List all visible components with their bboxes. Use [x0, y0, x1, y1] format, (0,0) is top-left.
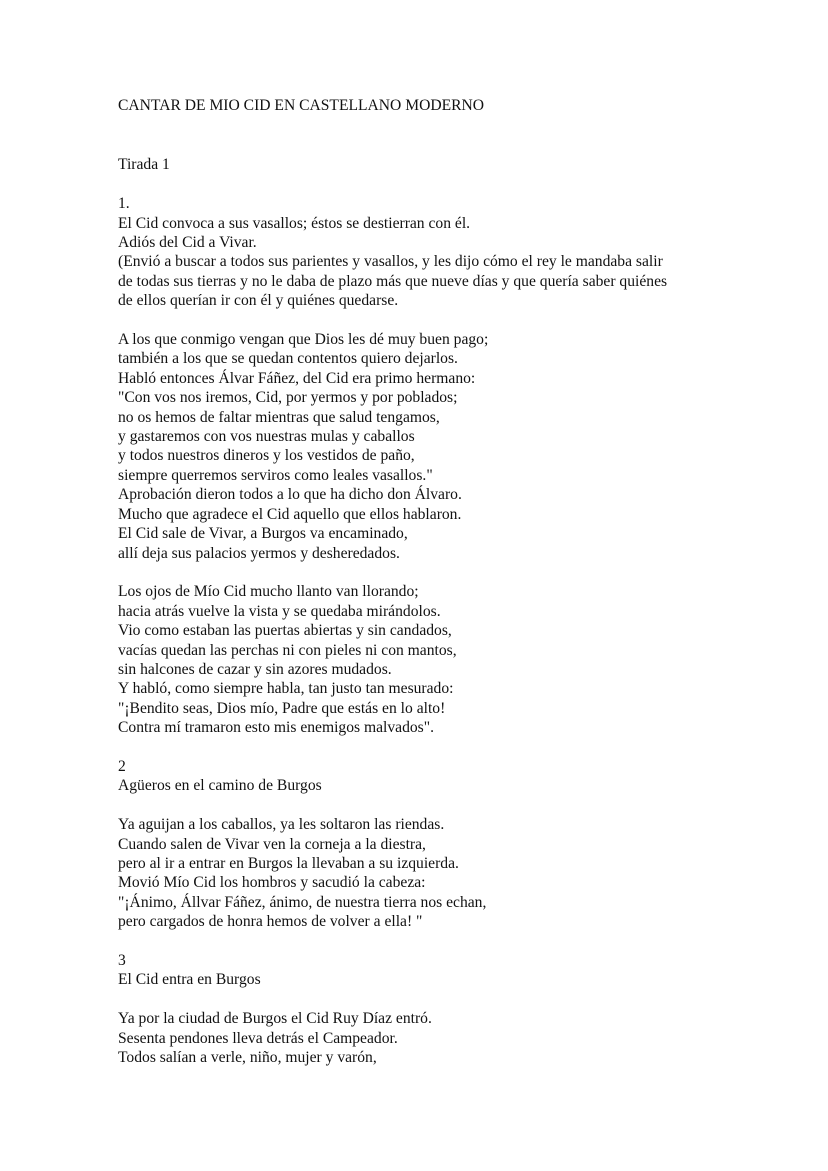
section-number: 3 [118, 951, 126, 969]
verse-line: Los ojos de Mío Cid mucho llanto van llorando; [118, 583, 419, 601]
section-3 [118, 951, 738, 1067]
verse-line: "¡Ánimo, Állvar Fáñez, ánimo, de nuestra tierra nos echan, [118, 893, 487, 911]
verse-line: Y habló, como siempre habla, tan justo tan mesurado: [118, 680, 454, 698]
verse-line: "¡Bendito seas, Dios mío, Padre que estás en lo alto! [118, 699, 446, 717]
verse-line: "Con vos nos iremos, Cid, por yermos y por poblados; [118, 389, 458, 407]
document-title: CANTAR DE MIO CID EN CASTELLANO MODERNO [118, 97, 485, 114]
verse-line: Aprobación dieron todos a lo que ha dicho don Álvaro. [118, 486, 462, 504]
verse-line: y gastaremos con vos nuestras mulas y caballos [118, 428, 415, 446]
spacer [118, 990, 738, 1009]
section-heading-line: de ellos querían ir con él y quiénes quedarse. [118, 292, 399, 310]
verse-line: Sesenta pendones lleva detrás el Campeador. [118, 1029, 398, 1047]
section-heading-line: El Cid entra en Burgos [118, 971, 261, 989]
spacer [118, 932, 738, 951]
section-heading-line: Adiós del Cid a Vivar. [118, 234, 257, 252]
section-heading-line: de todas sus tierras y no le daba de plazo más que nueve días y que quería saber quiénes [118, 272, 668, 290]
verse-line: pero cargados de honra hemos de volver a ella! " [118, 913, 423, 931]
stanza [118, 815, 738, 931]
stanza [118, 1009, 738, 1067]
spacer [118, 738, 738, 757]
section-1 [118, 194, 738, 737]
section-2 [118, 757, 738, 932]
section-heading-line: (Envió a buscar a todos sus parientes y vasallos, y les dijo cómo el rey le mandaba salir [118, 253, 663, 271]
stanza [118, 330, 738, 563]
section-heading-line: Agüeros en el camino de Burgos [118, 777, 322, 795]
verse-line: no os hemos de faltar mientras que salud tengamos, [118, 408, 440, 426]
document-page [118, 96, 738, 1067]
verse-line: también a los que se quedan contentos quiero dejarlos. [118, 350, 458, 368]
verse-line: Vio como estaban las puertas abiertas y sin candados, [118, 622, 452, 640]
verse-line: Ya por la ciudad de Burgos el Cid Ruy Díaz entró. [118, 1010, 432, 1028]
spacer [118, 175, 738, 194]
verse-line: pero al ir a entrar en Burgos la llevaban a su izquierda. [118, 854, 459, 872]
verse-line: hacia atrás vuelve la vista y se quedaba mirándolos. [118, 602, 441, 620]
verse-line: Todos salían a verle, niño, mujer y varón, [118, 1048, 377, 1066]
verse-line: Ya aguijan a los caballos, ya les soltaron las riendas. [118, 816, 445, 834]
stanza [118, 582, 738, 737]
verse-line: vacías quedan las perchas ni con pieles ni con mantos, [118, 641, 457, 659]
verse-line: y todos nuestros dineros y los vestidos de paño, [118, 447, 415, 465]
section-number: 1. [118, 195, 130, 213]
verse-line: Movió Mío Cid los hombros y sacudió la cabeza: [118, 874, 426, 892]
spacer [118, 563, 738, 582]
section-number: 2 [118, 757, 126, 775]
spacer [118, 115, 738, 155]
verse-line: siempre querremos serviros como leales vasallos." [118, 466, 433, 484]
tirada-heading: Tirada 1 [118, 156, 170, 174]
verse-line: El Cid sale de Vivar, a Burgos va encaminado, [118, 525, 408, 543]
verse-line: allí deja sus palacios yermos y desheredados. [118, 544, 400, 562]
verse-line: A los que conmigo vengan que Dios les dé muy buen pago; [118, 331, 489, 349]
verse-line: Mucho que agradece el Cid aquello que ellos hablaron. [118, 505, 462, 523]
spacer [118, 796, 738, 815]
verse-line: Cuando salen de Vivar ven la corneja a la diestra, [118, 835, 426, 853]
verse-line: sin halcones de cazar y sin azores mudados. [118, 660, 392, 678]
verse-line: Contra mí tramaron esto mis enemigos malvados". [118, 719, 435, 737]
spacer [118, 311, 738, 330]
verse-line: Habló entonces Álvar Fáñez, del Cid era primo hermano: [118, 369, 476, 387]
section-heading-line: El Cid convoca a sus vasallos; éstos se destierran con él. [118, 214, 471, 232]
